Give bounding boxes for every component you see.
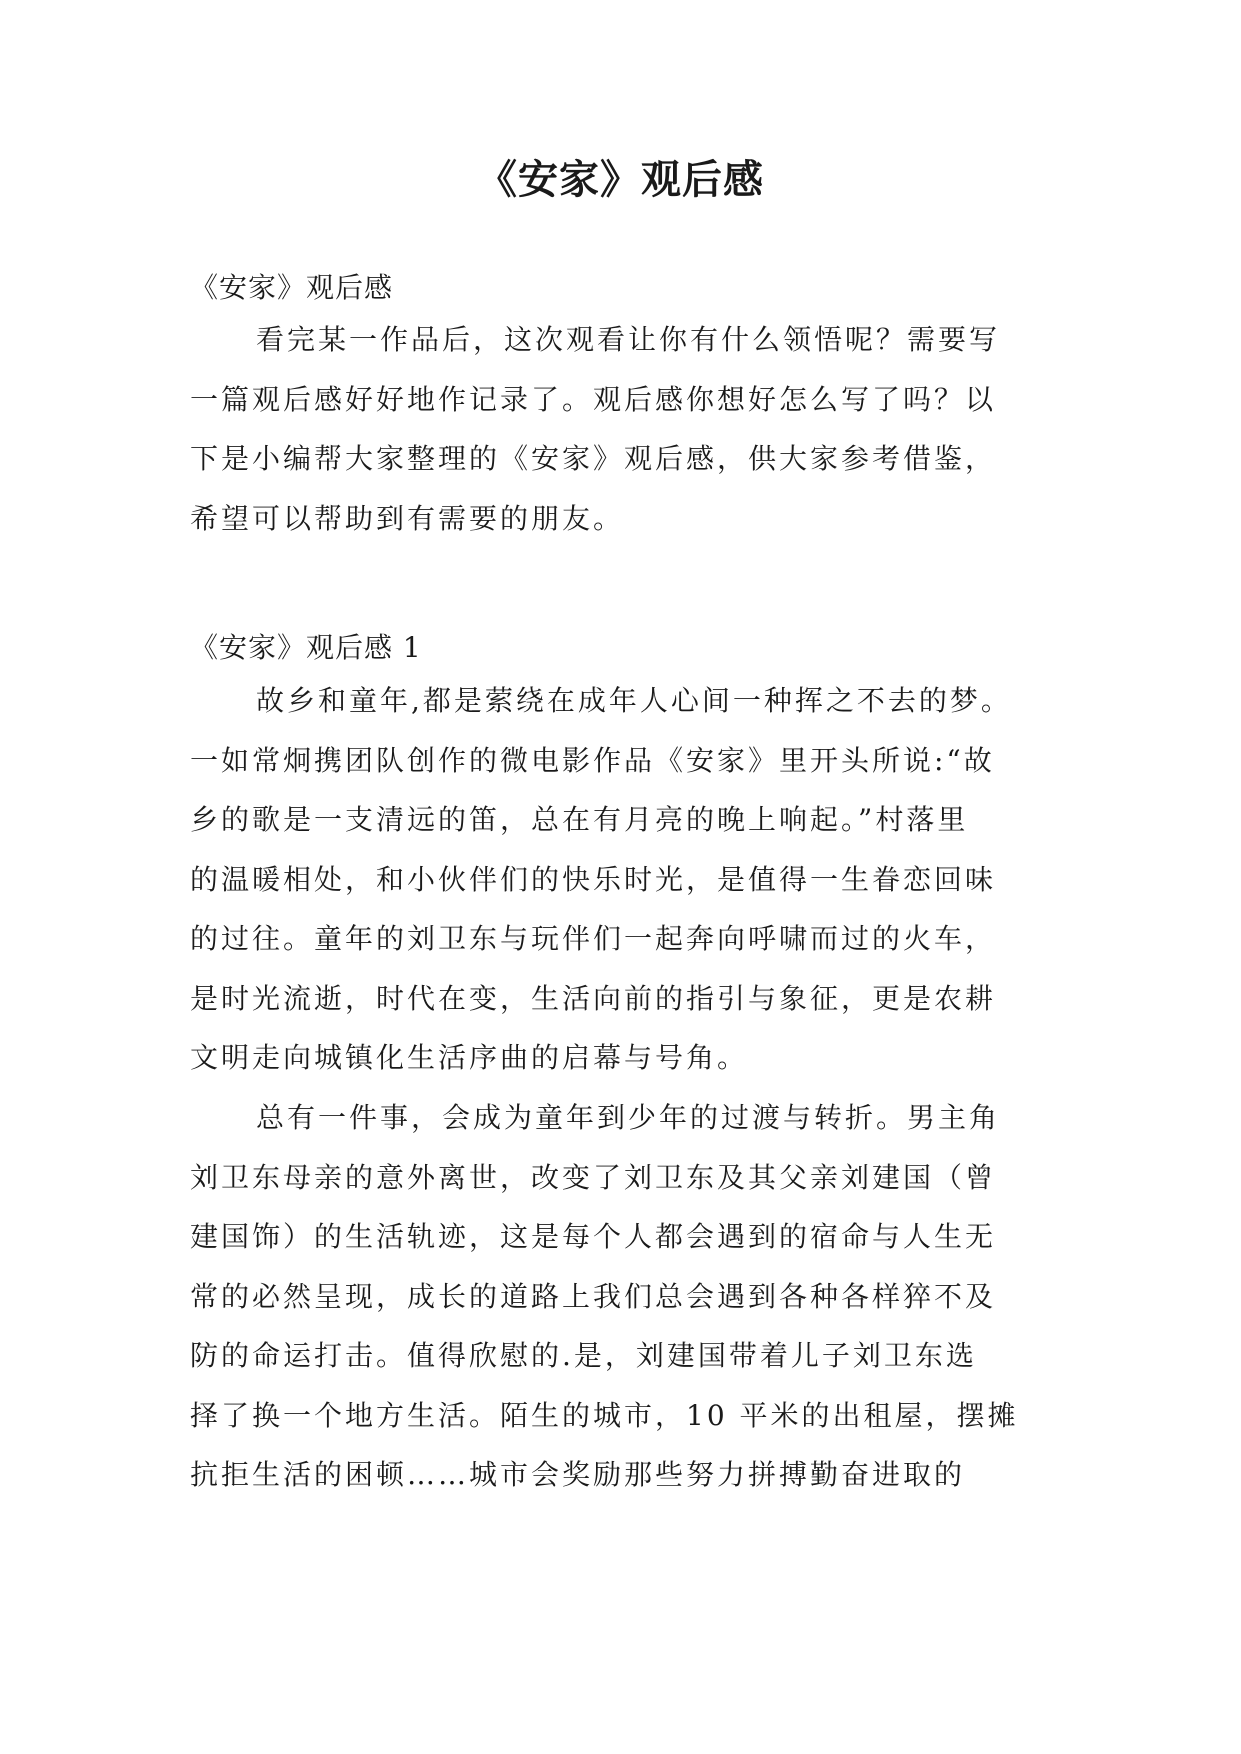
intro-heading: 《安家》观后感 — [190, 271, 394, 304]
paragraph-line: 文明走向城镇化生活序曲的启幕与号角。 — [190, 1041, 749, 1074]
paragraph-line: 防的命运打击。值得欣慰的.是，刘建国带着儿子刘卫东选 — [190, 1339, 977, 1372]
section1-heading: 《安家》观后感 1 — [190, 631, 422, 664]
intro-line: 一篇观后感好好地作记录了。观后感你想好怎么写了吗？以 — [190, 382, 997, 416]
paragraph-line: 总有一件事，会成为童年到少年的过渡与转折。男主角 — [256, 1101, 1001, 1134]
intro-line: 看完某一作品后，这次观看让你有什么领悟呢？需要写 — [256, 323, 1001, 356]
section1-paragraph-2 — [190, 1088, 1070, 1505]
paragraph-line: 建国饰）的生活轨迹，这是每个人都会遇到的宿命与人生无 — [190, 1220, 997, 1253]
paragraph-line: 故乡和童年,都是萦绕在成年人心间一种挥之不去的梦。 — [256, 684, 1012, 717]
paragraph-line: 乡的歌是一支清远的笛，总在有月亮的晚上响起。”村落里 — [190, 803, 969, 836]
paragraph-line: 常的必然呈现，成长的道路上我们总会遇到各种各样猝不及 — [190, 1279, 997, 1313]
intro-line: 希望可以帮助到有需要的朋友。 — [190, 501, 625, 535]
paragraph-line: 的过往。童年的刘卫东与玩伴们一起奔向呼啸而过的火车， — [190, 922, 997, 955]
paragraph-line: 抗拒生活的困顿……城市会奖励那些努力拼搏勤奋进取的 — [190, 1458, 966, 1491]
document-title: 《安家》观后感 — [477, 157, 764, 203]
paragraph-line: 择了换一个地方生活。陌生的城市，10 平米的出租屋，摆摊 — [190, 1398, 1019, 1432]
intro-line: 下是小编帮大家整理的《安家》观后感，供大家参考借鉴， — [190, 442, 997, 475]
paragraph-line: 一如常炯携团队创作的微电影作品《安家》里开头所说:“故 — [190, 743, 995, 777]
paragraph-line: 刘卫东母亲的意外离世，改变了刘卫东及其父亲刘建国（曾 — [190, 1160, 997, 1194]
paragraph-line: 是时光流逝，时代在变，生活向前的指引与象征，更是农耕 — [190, 981, 997, 1015]
intro-paragraph — [190, 310, 1070, 548]
paragraph-line: 的温暖相处，和小伙伴们的快乐时光，是值得一生眷恋回味 — [190, 862, 997, 896]
section1-paragraph-1 — [190, 671, 1070, 1088]
